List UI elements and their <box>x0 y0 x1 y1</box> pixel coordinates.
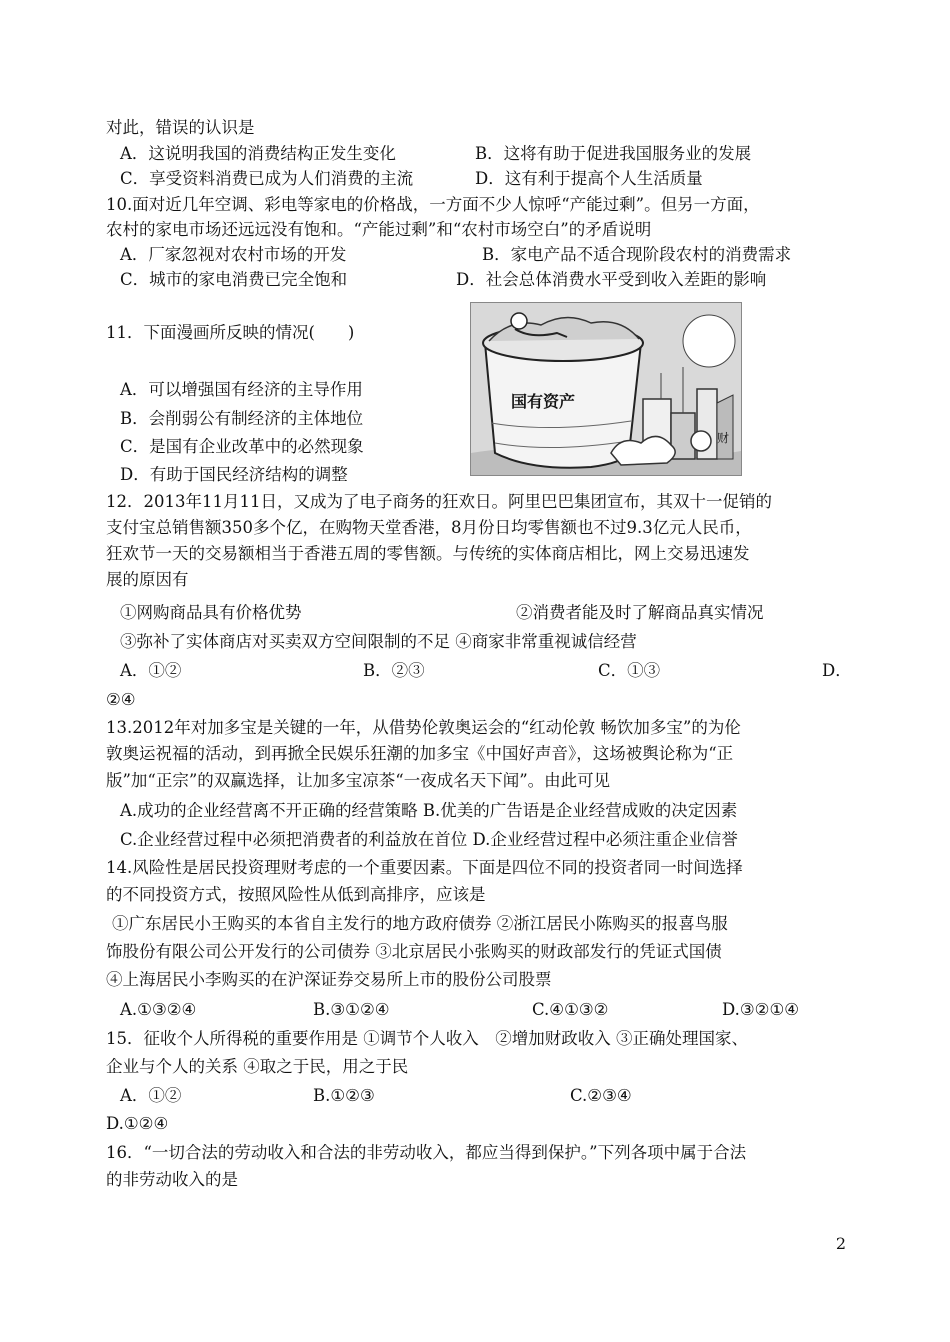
cartoon-label: 国有资产 <box>511 392 576 411</box>
option-b: B．这将有助于促进我国服务业的发展 <box>475 144 752 163</box>
text-line: 农村的家电市场还远远没有饱和。“产能过剩”和“农村市场空白”的矛盾说明 <box>106 220 652 239</box>
question-12: 12．2013年11月11日，又成为了电子商务的狂欢日。阿里巴巴集团宣布，其双十一促销的 <box>106 492 772 511</box>
text-line: 饰股份有限公司公开发行的公司债券 ③北京居民小张购买的财政部发行的凭证式国债 <box>106 942 722 961</box>
option-c: C．是国有企业改革中的必然现象 <box>120 437 364 456</box>
option-b: B.③①②④ <box>313 1000 390 1019</box>
option-c: C．城市的家电消费已完全饱和 <box>120 270 348 289</box>
option-a: A．厂家忽视对农村市场的开发 <box>120 245 347 264</box>
question-10: 10.面对近几年空调、彩电等家电的价格战，一方面不少人惊呼“产能过剩”。但另一方面， <box>106 195 760 214</box>
option-b: B．②③ <box>363 661 425 680</box>
statement-1-2: ①广东居民小王购买的本省自主发行的地方政府债券 ②浙江居民小陈购买的报喜鸟服 <box>112 914 728 933</box>
question-13: 13.2012年对加多宝是关键的一年，从借势伦敦奥运会的“红动伦敦 畅饮加多宝”的为伦 <box>106 718 741 737</box>
option-a: A．①② <box>120 661 182 680</box>
question-15: 15．征收个人所得税的重要作用是 ①调节个人收入 ②增加财政收入 ③正确处理国家、 <box>106 1029 748 1048</box>
option-d: D． <box>822 661 852 680</box>
option-d: D．有助于国民经济结构的调整 <box>120 465 348 484</box>
text-line: 展的原因有 <box>106 570 189 589</box>
statement-1: ①网购商品具有价格优势 <box>120 603 302 622</box>
text-line: 企业与个人的关系 ④取之于民，用之于民 <box>106 1057 409 1076</box>
page-number: 2 <box>835 1234 846 1253</box>
option-c: C．享受资料消费已成为人们消费的主流 <box>120 169 414 188</box>
question-16: 16．“一切合法的劳动收入和合法的非劳动收入，都应当得到保护。”下列各项中属于合法 <box>106 1143 747 1162</box>
text-line: 狂欢节一天的交易额相当于香港五周的零售额。与传统的实体商店相比，网上交易迅速发 <box>106 544 750 563</box>
option-b: B．家电产品不适合现阶段农村的消费需求 <box>482 245 792 264</box>
text-line: 的不同投资方式，按照风险性从低到高排序，应该是 <box>106 885 486 904</box>
text-line: 对此，错误的认识是 <box>106 118 255 137</box>
option-d: D.③②①④ <box>722 1000 800 1019</box>
option-b: B.①②③ <box>313 1086 375 1105</box>
question-14: 14.风险性是居民投资理财考虑的一个重要因素。下面是四位不同的投资者同一时间选择 <box>106 858 743 877</box>
text-line: 版”加“正宗”的双赢选择，让加多宝凉茶“一夜成名天下闻”。由此可见 <box>106 771 611 790</box>
question-11: 11．下面漫画所反映的情况( ) <box>106 323 355 342</box>
option-a: A．①② <box>120 1086 182 1105</box>
statement-3-4: ③弥补了实体商店对买卖双方空间限制的不足 ④商家非常重视诚信经营 <box>120 632 637 651</box>
option-c: C．①③ <box>598 661 661 680</box>
option-c: C.④①③② <box>532 1000 609 1019</box>
cartoon-image <box>470 302 742 476</box>
option-d: D．这有利于提高个人生活质量 <box>475 169 703 188</box>
options-ab: A.成功的企业经营离不开正确的经营策略 B.优美的广告语是企业经营成败的决定因素 <box>120 801 738 820</box>
option-d-continued: ②④ <box>106 690 136 709</box>
options-cd: C.企业经营过程中必须把消费者的利益放在首位 D.企业经营过程中必须注重企业信誉 <box>120 830 738 849</box>
option-a: A．这说明我国的消费结构正发生变化 <box>120 144 396 163</box>
text-line: 敦奥运祝福的活动，到再掀全民娱乐狂潮的加多宝《中国好声音》，这场被舆论称为“正 <box>106 744 734 763</box>
statement-4: ④上海居民小李购买的在沪深证券交易所上市的股份公司股票 <box>106 970 552 989</box>
option-a: A．可以增强国有经济的主导作用 <box>120 380 363 399</box>
option-b: B．会削弱公有制经济的主体地位 <box>120 409 364 428</box>
option-d: D.①②④ <box>106 1114 169 1133</box>
statement-2: ②消费者能及时了解商品真实情况 <box>516 603 764 622</box>
text-line: 的非劳动收入的是 <box>106 1170 238 1189</box>
option-a: A.①③②④ <box>120 1000 197 1019</box>
option-c: C.②③④ <box>570 1086 632 1105</box>
text-line: 支付宝总销售额350多个亿，在购物天堂香港，8月份日均零售额也不过9.3亿元人民币， <box>106 518 752 537</box>
option-d: D．社会总体消费水平受到收入差距的影响 <box>456 270 767 289</box>
cartoon-sign: 财 <box>717 431 730 445</box>
